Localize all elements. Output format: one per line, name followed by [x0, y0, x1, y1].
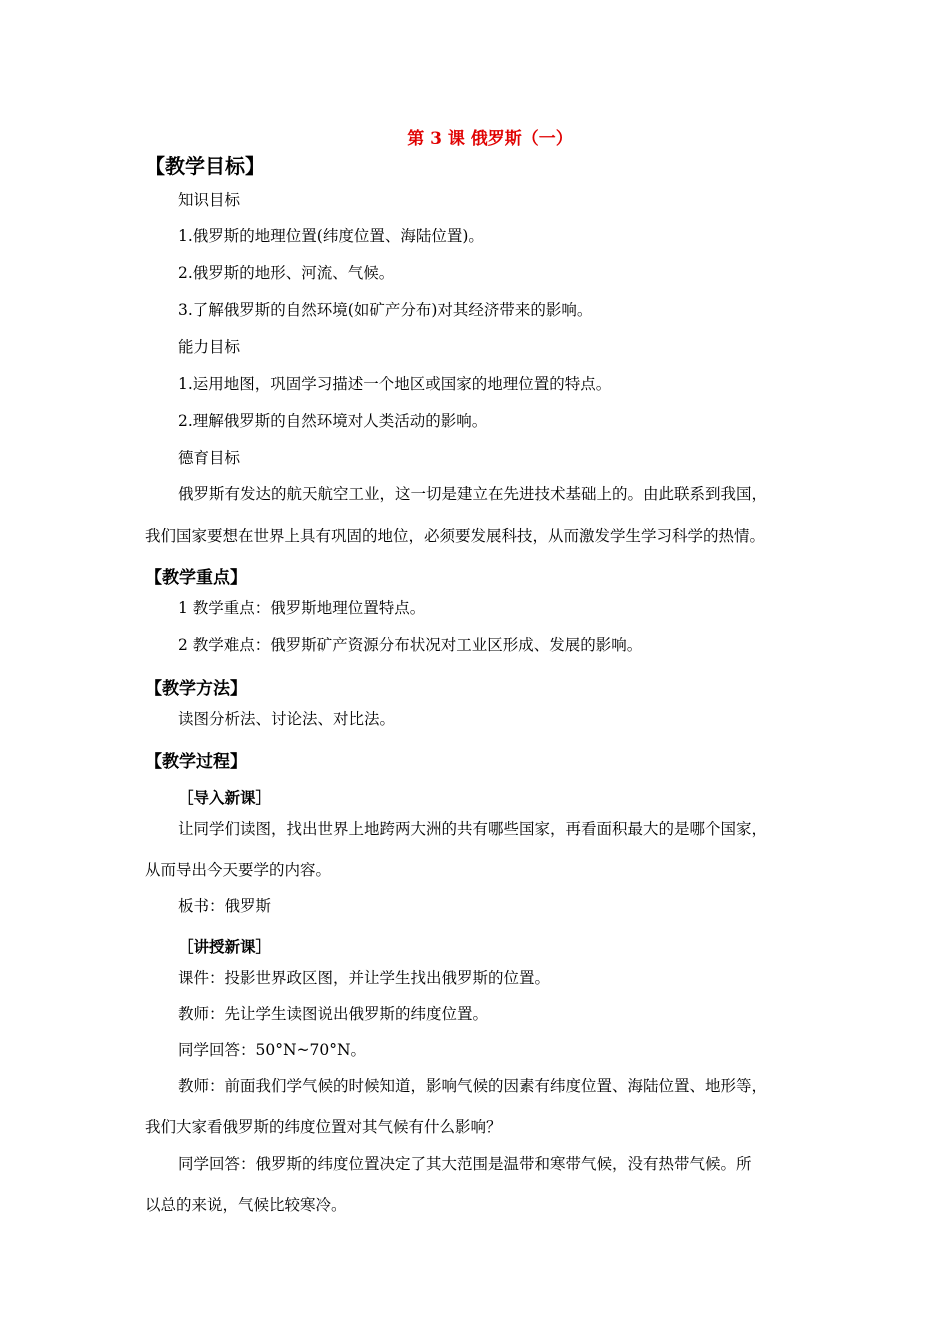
teach-item-5-line-2: 以总的来说，气候比较寒冷。: [145, 1196, 347, 1214]
key-point-2: 2 教学难点：俄罗斯矿产资源分布状况对工业区形成、发展的影响。: [178, 636, 643, 654]
knowledge-item-1: 1.俄罗斯的地理位置(纬度位置、海陆位置)。: [178, 227, 484, 245]
intro-text-line-2: 从而导出今天要学的内容。: [145, 861, 332, 879]
intro-text-line-1: 让同学们读图，找出世界上地跨两大洲的共有哪些国家，再看面积最大的是哪个国家，: [178, 820, 768, 838]
teach-item-3: 同学回答：50°N~70°N。: [178, 1041, 367, 1059]
teach-item-2: 教师：先让学生读图说出俄罗斯的纬度位置。: [178, 1005, 489, 1023]
moral-objectives-label: 德育目标: [178, 449, 241, 467]
teach-item-1: 课件：投影世界政区图，并让学生找出俄罗斯的位置。: [178, 969, 551, 987]
knowledge-item-2: 2.俄罗斯的地形、河流、气候。: [178, 264, 395, 282]
board-note: 板书：俄罗斯: [178, 897, 272, 915]
lesson-title: 第 3 课 俄罗斯（一）: [407, 129, 573, 149]
process-heading: 【教学过程】: [145, 752, 247, 772]
key-points-heading: 【教学重点】: [145, 568, 247, 588]
moral-text-line-1: 俄罗斯有发达的航天航空工业，这一切是建立在先进技术基础上的。由此联系到我国，: [178, 485, 768, 503]
knowledge-objectives-label: 知识目标: [178, 191, 241, 209]
teach-item-5-line-1: 同学回答：俄罗斯的纬度位置决定了其大范围是温带和寒带气候，没有热带气候。所: [178, 1155, 752, 1173]
moral-text-line-2: 我们国家要想在世界上具有巩固的地位，必须要发展科技，从而激发学生学习科学的热情。: [145, 527, 766, 545]
methods-heading: 【教学方法】: [145, 679, 247, 699]
ability-objectives-label: 能力目标: [178, 338, 241, 356]
ability-item-1: 1.运用地图，巩固学习描述一个地区或国家的地理位置的特点。: [178, 375, 612, 393]
intro-label: ［导入新课］: [178, 788, 272, 807]
teach-item-4-line-2: 我们大家看俄罗斯的纬度位置对其气候有什么影响？: [145, 1118, 502, 1136]
teach-item-4-line-1: 教师：前面我们学气候的时候知道，影响气候的因素有纬度位置、海陆位置、地形等，: [178, 1077, 768, 1095]
methods-text: 读图分析法、讨论法、对比法。: [178, 710, 396, 728]
objectives-heading: 【教学目标】: [145, 154, 265, 178]
ability-item-2: 2.理解俄罗斯的自然环境对人类活动的影响。: [178, 412, 488, 430]
teach-label: ［讲授新课］: [178, 937, 272, 956]
key-point-1: 1 教学重点：俄罗斯地理位置特点。: [178, 599, 426, 617]
knowledge-item-3: 3.了解俄罗斯的自然环境(如矿产分布)对其经济带来的影响。: [178, 301, 593, 319]
